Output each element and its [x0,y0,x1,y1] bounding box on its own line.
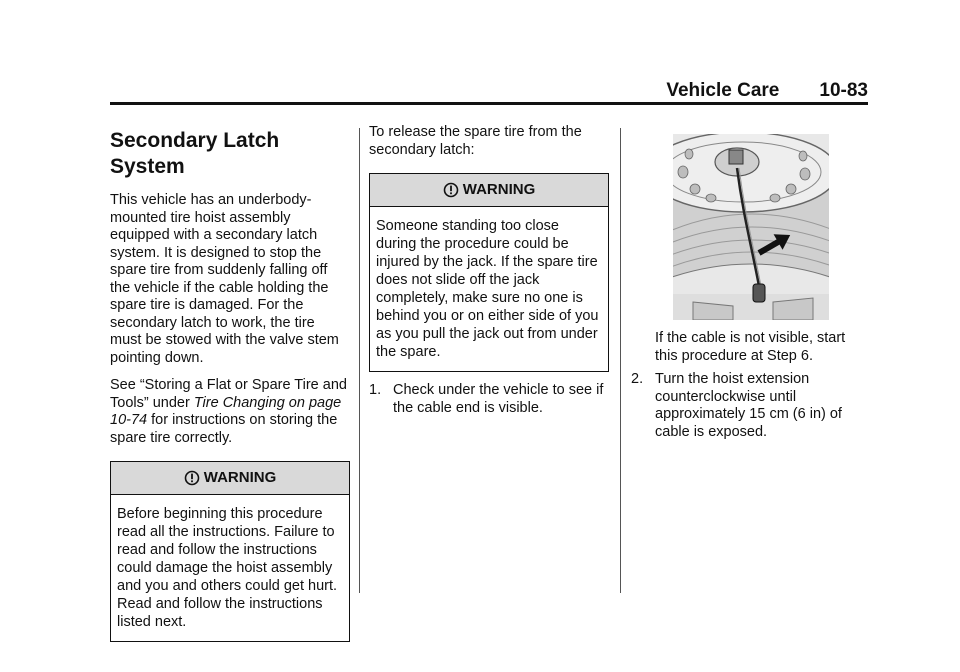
paragraph-text: See “Storing a Flat or Spare Tire and Tools” under [110,377,347,411]
warning-label: WARNING [203,469,277,487]
warning-text: Before beginning this procedure read all the instructions. Failure to read and follow the instructions could damage the hoist assembly and you and others could get hurt. Read and follow the instructions listed next. [117,506,338,630]
column-divider [620,128,621,593]
column-3 [631,124,868,449]
step-item [369,382,609,417]
step-number: 1. [369,382,382,398]
paragraph: To release the spare tire from the secondary latch: [369,124,582,158]
page-header [110,80,868,102]
column-divider [359,128,360,593]
step-item [631,371,868,441]
warning-text: Someone standing too close during the procedure could be injured by the jack. If the spare tire does not slide off the jack completely, make sure no one is behind you or on either side of you as you pull the jack out from under the spare. [376,218,599,360]
column-2 [369,124,609,425]
figure-caption: If the cable is not visible, start this procedure at Step 6. [655,330,846,364]
step-text: Turn the hoist extension counterclockwise until approximately 15 cm (6 in) of cable is exposed. [655,371,842,440]
warning-box [369,173,609,372]
warning-label: WARNING [462,181,536,199]
paragraph [110,377,350,447]
section-heading: Secondary Latch System [110,129,280,178]
warning-icon [184,470,200,486]
spare-tire-cable-illustration [673,134,829,320]
warning-header [111,462,349,495]
cross-reference-link[interactable]: Tire Changing on page 10-74 [110,394,342,428]
page-number: 10-83 [819,80,868,101]
step-text: Check under the vehicle to see if the cable end is visible. [393,382,604,416]
paragraph: This vehicle has an underbody-mounted tire hoist assembly equipped with a secondary latch system. It is designed to stop the spare tire from suddenly falling off the vehicle if the cable holding the spare tire is damaged. For the secondary latch to work, the tire must be stowed with the valve stem pointing down. [110,192,339,366]
paragraph-text: for instructions on storing the spare tire correctly. [110,412,338,446]
column-1 [110,124,350,652]
header-rule [110,102,868,105]
section-title: Vehicle Care [666,80,780,101]
warning-box [110,461,350,642]
warning-header [370,174,608,207]
warning-icon [443,182,459,198]
step-number: 2. [631,371,644,387]
